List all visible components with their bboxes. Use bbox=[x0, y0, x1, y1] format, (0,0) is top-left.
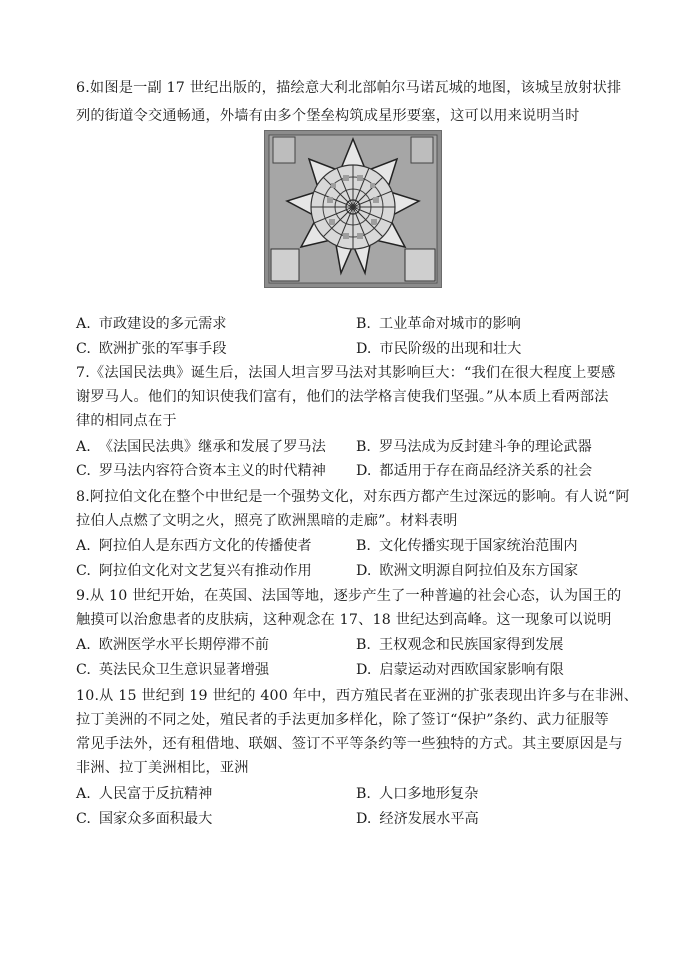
option-key: A. bbox=[76, 316, 91, 332]
q7-option-b[interactable] bbox=[356, 437, 592, 457]
option-text: 罗马法内容符合资本主义的时代精神 bbox=[98, 463, 326, 479]
q10-stem-line-4: 非洲、拉丁美洲相比，亚洲 bbox=[76, 760, 249, 776]
q7-option-c[interactable] bbox=[76, 461, 326, 481]
q6-stem-line-1: 6.如图是一副 17 世纪出版的，描绘意大利北部帕尔马诺瓦城的地图，该城呈放射状排 bbox=[76, 80, 622, 96]
q9-stem-line-2: 触摸可以治愈患者的皮肤病，这种观念在 17、18 世纪达到高峰。这一现象可以说明 bbox=[76, 612, 612, 628]
option-key: A. bbox=[76, 439, 91, 455]
option-key: D. bbox=[356, 341, 372, 357]
option-key: C. bbox=[76, 563, 91, 579]
option-text: 罗马法成为反封建斗争的理论武器 bbox=[378, 439, 592, 455]
q6-option-b[interactable] bbox=[356, 314, 521, 334]
q10-option-b[interactable] bbox=[356, 784, 478, 804]
q10-stem-line-2: 拉丁美洲的不同之处，殖民者的手法更加多样化，除了签订“保护”条约、武力征服等 bbox=[76, 712, 609, 728]
option-key: A. bbox=[76, 538, 91, 554]
q10-option-d[interactable] bbox=[356, 809, 479, 829]
option-key: D. bbox=[356, 811, 372, 827]
option-text: 国家众多面积最大 bbox=[98, 811, 213, 827]
option-text: 王权观念和民族国家得到发展 bbox=[378, 637, 564, 653]
option-text: 市民阶级的出现和壮大 bbox=[379, 341, 522, 357]
option-key: C. bbox=[76, 341, 91, 357]
option-key: B. bbox=[356, 316, 371, 332]
option-key: D. bbox=[356, 563, 372, 579]
option-text: 都适用于存在商品经济关系的社会 bbox=[379, 463, 593, 479]
q6-stem-line-2: 列的街道令交通畅通，外墙有由多个堡垒构筑成星形要塞，这可以用来说明当时 bbox=[76, 108, 580, 124]
option-key: B. bbox=[356, 538, 371, 554]
q8-stem-line-2: 拉伯人点燃了文明之火，照亮了欧洲黑暗的走廊”。材料表明 bbox=[76, 513, 458, 529]
q7-stem-line-2: 谢罗马人。他们的知识使我们富有，他们的法学格言使我们坚强。”从本质上看两部法 bbox=[76, 389, 609, 405]
q7-option-d[interactable] bbox=[356, 461, 592, 481]
q10-stem-line-1: 10.从 15 世纪到 19 世纪的 400 年中，西方殖民者在亚洲的扩张表现出许多与在非洲、 bbox=[76, 688, 639, 704]
option-text: 市政建设的多元需求 bbox=[98, 316, 227, 332]
q8-stem-line-1: 8.阿拉伯文化在整个中世纪是一个强势文化，对东西方都产生过深远的影响。有人说“阿 bbox=[76, 489, 630, 505]
option-key: A. bbox=[76, 786, 91, 802]
option-key: D. bbox=[356, 463, 372, 479]
q8-option-d[interactable] bbox=[356, 561, 578, 581]
option-key: C. bbox=[76, 662, 91, 678]
q6-option-d[interactable] bbox=[356, 339, 521, 359]
option-text: 人民富于反抗精神 bbox=[98, 786, 213, 802]
q8-option-c[interactable] bbox=[76, 561, 312, 581]
option-text: 文化传播实现于国家统治范围内 bbox=[378, 538, 578, 554]
q9-stem-line-1: 9.从 10 世纪开始，在英国、法国等地，逐步产生了一种普遍的社会心态，认为国王的 bbox=[76, 588, 622, 604]
q10-stem-line-3: 常见手法外，还有租借地、联姻、签订不平等条约等一些独特的方式。其主要原因是与 bbox=[76, 736, 623, 752]
option-text: 英法民众卫生意识显著增强 bbox=[98, 662, 270, 678]
q7-option-a[interactable] bbox=[76, 437, 326, 457]
option-key: B. bbox=[356, 439, 371, 455]
option-text: 阿拉伯人是东西方文化的传播使者 bbox=[98, 538, 312, 554]
option-text: 人口多地形复杂 bbox=[378, 786, 479, 802]
q8-option-a[interactable] bbox=[76, 536, 312, 556]
q10-option-c[interactable] bbox=[76, 809, 212, 829]
q6-option-a[interactable] bbox=[76, 314, 226, 334]
q9-option-d[interactable] bbox=[356, 660, 564, 680]
option-key: D. bbox=[356, 662, 372, 678]
option-text: 《法国民法典》继承和发展了罗马法 bbox=[98, 439, 326, 455]
option-text: 欧洲文明源自阿拉伯及东方国家 bbox=[379, 563, 579, 579]
palmanova-map-figure bbox=[264, 130, 442, 288]
option-key: B. bbox=[356, 637, 371, 653]
option-text: 工业革命对城市的影响 bbox=[378, 316, 521, 332]
star-fortress-map-illustration bbox=[265, 131, 441, 287]
option-text: 欧洲扩张的军事手段 bbox=[98, 341, 227, 357]
option-key: B. bbox=[356, 786, 371, 802]
option-text: 阿拉伯文化对文艺复兴有推动作用 bbox=[98, 563, 312, 579]
q10-option-a[interactable] bbox=[76, 784, 212, 804]
q9-option-c[interactable] bbox=[76, 660, 269, 680]
q9-option-a[interactable] bbox=[76, 635, 269, 655]
q7-stem-line-3: 律的相同点在于 bbox=[76, 413, 177, 429]
option-key: C. bbox=[76, 463, 91, 479]
q9-option-b[interactable] bbox=[356, 635, 563, 655]
option-text: 欧洲医学水平长期停滞不前 bbox=[98, 637, 270, 653]
option-text: 启蒙运动对西欧国家影响有限 bbox=[379, 662, 564, 678]
option-key: A. bbox=[76, 637, 91, 653]
option-text: 经济发展水平高 bbox=[379, 811, 479, 827]
q6-option-c[interactable] bbox=[76, 339, 227, 359]
q8-option-b[interactable] bbox=[356, 536, 578, 556]
option-key: C. bbox=[76, 811, 91, 827]
q7-stem-line-1: 7.《法国民法典》诞生后，法国人坦言罗马法对其影响巨大：“我们在很大程度上要感 bbox=[76, 365, 616, 381]
